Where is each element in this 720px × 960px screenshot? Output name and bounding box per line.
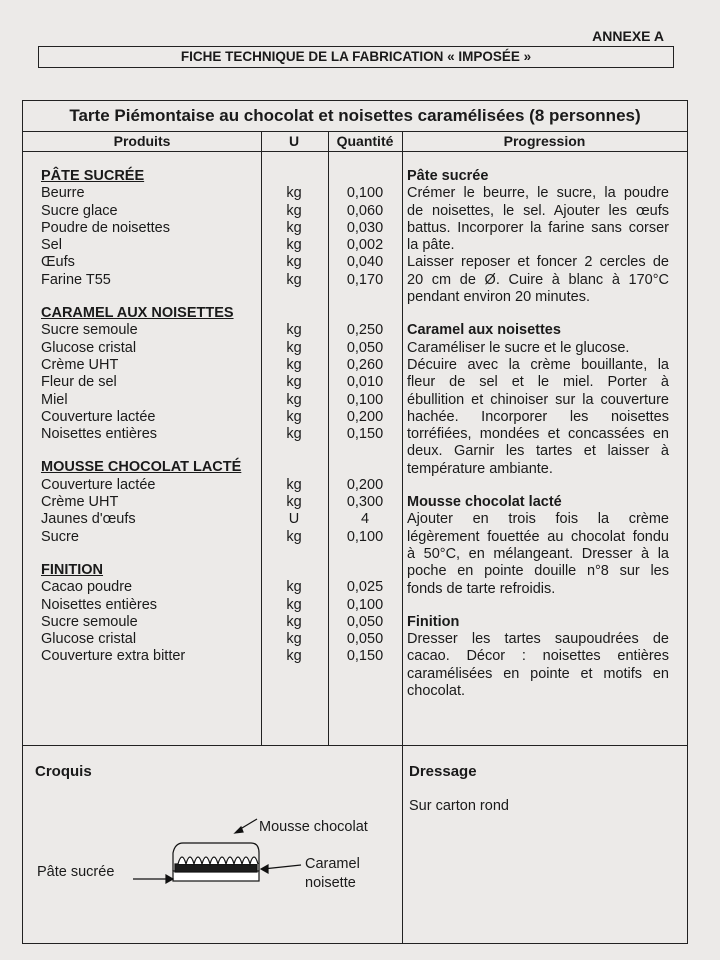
ingredient-unit: kg (286, 374, 302, 391)
progression-line: Laisser reposer et foncer 2 cercles de (407, 254, 669, 271)
progression-line: la pâte. (407, 237, 455, 254)
progression-column (407, 168, 669, 700)
ingredient-name: Glucose cristal (41, 631, 137, 648)
ingredient-unit: kg (286, 494, 302, 511)
progression-line: cacao. Décor : noisettes entières (407, 648, 669, 665)
ingredient-quantity: 0,200 (346, 476, 384, 493)
section-gap (329, 289, 401, 305)
section-gap (329, 546, 401, 562)
ingredient-name: Poudre de noisettes (41, 219, 170, 236)
ingredient-quantity: 0,200 (346, 408, 384, 425)
section-title: FINITION (41, 561, 104, 578)
progression-line: Dresser les tartes saupoudrées de (407, 631, 669, 648)
ingredient-name: Sucre semoule (41, 613, 138, 630)
ingredient-quantity: 0,150 (346, 426, 384, 443)
ingredient-quantity: 4 (360, 511, 370, 528)
ingredient-quantity: 0,170 (346, 271, 384, 288)
header-progression: Progression (503, 133, 586, 149)
section-gap (261, 289, 327, 305)
ingredient-name: Cacao poudre (41, 579, 133, 596)
section-spacer (329, 562, 401, 579)
ingredient-name: Couverture lactée (41, 476, 156, 493)
progression-title: Caramel aux noisettes (407, 322, 561, 339)
progression-line: Décuire avec la crème bouillante, la (407, 356, 669, 373)
ingredient-unit: kg (286, 528, 302, 545)
ingredient-quantity: 0,002 (346, 237, 384, 254)
section-gap (329, 443, 401, 459)
section-gap (407, 306, 669, 322)
progression-line: battus. Incorporer la farine sans corser (407, 219, 669, 236)
unit-column (261, 168, 327, 666)
header-quantity: Quantité (336, 133, 394, 149)
ingredient-name: Crème UHT (41, 494, 119, 511)
progression-title: Mousse chocolat lacté (407, 494, 562, 511)
header-unit: U (288, 133, 300, 149)
section-title: CARAMEL AUX NOISETTES (41, 305, 234, 322)
section-spacer (261, 562, 327, 579)
tart-drawing (173, 843, 259, 881)
ingredient-name: Couverture extra bitter (41, 648, 186, 665)
table-header (23, 132, 687, 152)
ingredient-quantity: 0,040 (346, 254, 384, 271)
progression-title: Finition (407, 613, 460, 630)
ingredient-unit: kg (286, 408, 302, 425)
progression-line: deux. Garnir les tartes et laisser à (407, 443, 669, 460)
fiche-title: FICHE TECHNIQUE DE LA FABRICATION « IMPOSÉE » (38, 46, 674, 68)
section-spacer (261, 168, 327, 185)
section-gap (407, 598, 669, 614)
caramel-layer (175, 864, 257, 872)
quantity-column (329, 168, 401, 666)
ingredient-name: Noisettes entières (41, 426, 158, 443)
progression-line: fleur de sel et le miel. Porter à (407, 374, 669, 391)
ingredient-unit: kg (286, 391, 302, 408)
progression-line: hachée. Incorporer les noisettes (407, 408, 669, 425)
ingredient-quantity: 0,300 (346, 494, 384, 511)
ingredient-unit: kg (286, 322, 302, 339)
section-gap (41, 289, 263, 305)
progression-line: torréfiées, mondées et concassées en (407, 426, 669, 443)
ingredient-name: Sucre semoule (41, 322, 138, 339)
ingredient-name: Sucre glace (41, 202, 118, 219)
section-gap (261, 443, 327, 459)
dressage-title: Dressage (409, 763, 477, 780)
ingredient-unit: kg (286, 426, 302, 443)
ingredient-unit: kg (286, 237, 302, 254)
ingredient-quantity: 0,060 (346, 202, 384, 219)
progression-line: 20 cm de Ø. Cuire à blanc à 170°C (407, 271, 669, 288)
section-gap (261, 546, 327, 562)
ingredient-name: Noisettes entières (41, 596, 158, 613)
ingredient-unit: kg (286, 356, 302, 373)
ingredient-unit: kg (286, 476, 302, 493)
section-gap (407, 478, 669, 494)
ingredient-quantity: 0,260 (346, 356, 384, 373)
ingredient-quantity: 0,050 (346, 339, 384, 356)
ingredient-name: Jaunes d'œufs (41, 511, 136, 528)
col-divider (402, 132, 403, 943)
progression-line: de noisettes, le sel. Ajouter les œufs (407, 202, 669, 219)
recipe-title: Tarte Piémontaise au chocolat et noisettes caramélisées (8 personnes) (23, 101, 687, 132)
progression-line: poche en pointe douille n°8 sur les (407, 563, 669, 580)
progression-line: chocolat. (407, 683, 466, 700)
ingredient-quantity: 0,100 (346, 528, 384, 545)
ingredient-name: Couverture lactée (41, 408, 156, 425)
ingredient-quantity: 0,100 (346, 185, 384, 202)
section-gap (41, 546, 263, 562)
ingredient-quantity: 0,010 (346, 374, 384, 391)
progression-line: Ajouter en trois fois la crème (407, 511, 669, 528)
sketch-label-caramel-2: noisette (305, 875, 356, 891)
progression-line: légèrement fouettée au chocolat fondu (407, 528, 669, 545)
section-spacer (261, 305, 327, 322)
ingredient-unit: kg (286, 254, 302, 271)
progression-line: température ambiante. (407, 460, 553, 477)
ingredient-unit: kg (286, 219, 302, 236)
ingredient-quantity: 0,150 (346, 648, 384, 665)
progression-line: Caraméliser le sucre et le glucose. (407, 339, 630, 356)
ingredient-unit: kg (286, 596, 302, 613)
ingredient-name: Œufs (41, 254, 75, 271)
section-title: PÂTE SUCRÉE (41, 168, 145, 184)
ingredient-unit: kg (286, 631, 302, 648)
ingredient-quantity: 0,050 (346, 631, 384, 648)
sketch-label-pate: Pâte sucrée (37, 864, 115, 880)
sketch-label-caramel: Caramel (305, 856, 360, 872)
ingredient-quantity: 0,100 (346, 391, 384, 408)
progression-line: Crémer le beurre, le sucre, la poudre (407, 185, 669, 202)
header-products: Produits (113, 133, 171, 149)
section-spacer (261, 459, 327, 476)
tart-sketch (23, 801, 323, 901)
ingredient-unit: U (288, 511, 300, 528)
ingredient-unit: kg (286, 579, 302, 596)
sketch-label-mousse: Mousse chocolat (259, 819, 368, 835)
ingredient-unit: kg (286, 185, 302, 202)
ingredient-name: Sucre (41, 528, 79, 545)
ingredient-quantity: 0,100 (346, 596, 384, 613)
ingredient-quantity: 0,030 (346, 219, 384, 236)
ingredient-name: Farine T55 (41, 271, 111, 288)
ingredient-quantity: 0,025 (346, 579, 384, 596)
ingredient-unit: kg (286, 202, 302, 219)
ingredient-name: Fleur de sel (41, 374, 117, 391)
dressage-text: Sur carton rond (409, 798, 509, 814)
ingredient-quantity: 0,050 (346, 613, 384, 630)
hazelnut-topping (178, 857, 258, 864)
ingredient-name: Beurre (41, 185, 85, 202)
ingredient-unit: kg (286, 271, 302, 288)
ingredient-unit: kg (286, 339, 302, 356)
products-column (41, 168, 263, 666)
progression-title: Pâte sucrée (407, 168, 489, 184)
progression-line: pendant environ 20 minutes. (407, 289, 590, 306)
recipe-sheet (22, 100, 688, 944)
section-title: MOUSSE CHOCOLAT LACTÉ (41, 459, 242, 476)
section-spacer (329, 459, 401, 476)
section-spacer (329, 168, 401, 185)
progression-line: à 50°C, en mélangeant. Dresser à la (407, 545, 669, 562)
ingredient-name: Glucose cristal (41, 339, 137, 356)
ingredient-name: Miel (41, 391, 68, 408)
row-divider (23, 745, 687, 746)
ingredient-name: Crème UHT (41, 356, 119, 373)
ingredient-unit: kg (286, 648, 302, 665)
croquis-title: Croquis (35, 763, 92, 780)
ingredient-unit: kg (286, 613, 302, 630)
annexe-label: ANNEXE A (592, 28, 664, 44)
section-spacer (329, 305, 401, 322)
progression-line: fonds de tarte refroidis. (407, 580, 556, 597)
ingredient-name: Sel (41, 237, 62, 254)
progression-line: caramélisées en pointe et motifs en (407, 665, 669, 682)
ingredient-quantity: 0,250 (346, 322, 384, 339)
progression-line: ébullition et chinoiser sur la couverture (407, 391, 669, 408)
section-gap (41, 443, 263, 459)
